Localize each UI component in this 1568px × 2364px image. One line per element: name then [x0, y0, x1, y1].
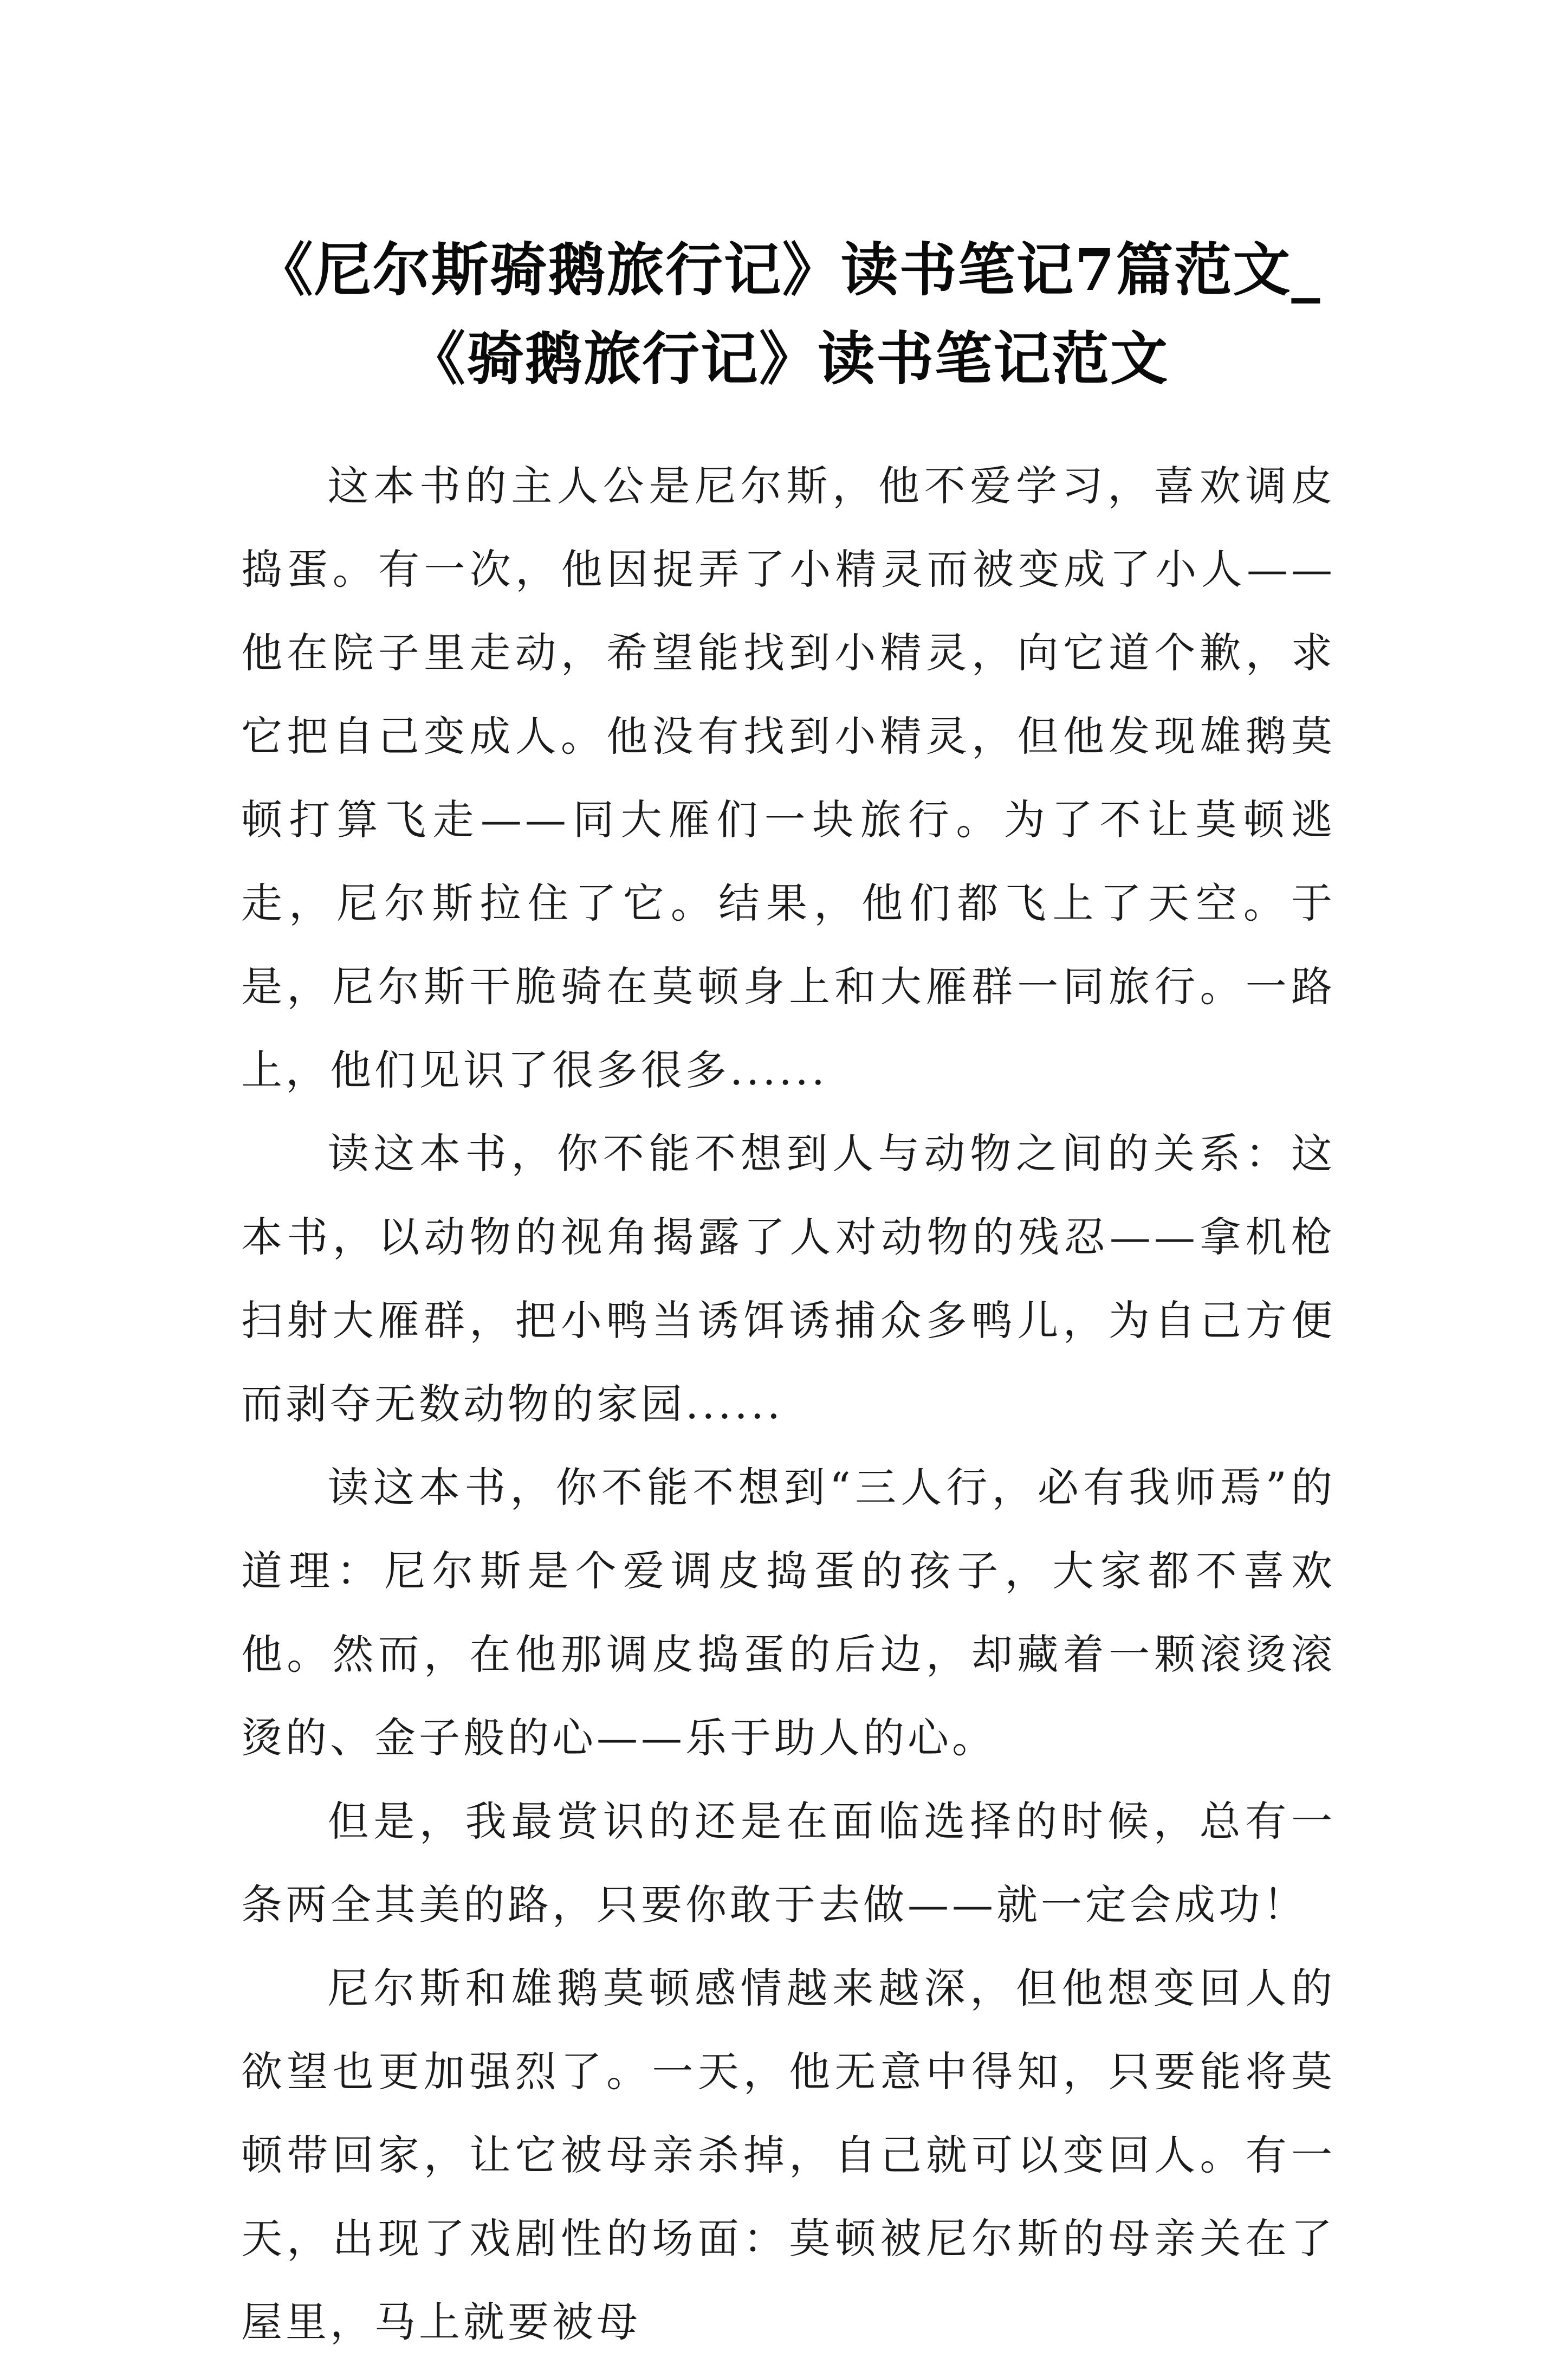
document-title	[228, 225, 1349, 403]
paragraph-2: 读这本书，你不能不想到人与动物之间的关系：这本书，以动物的视角揭露了人对动物的残忍——拿机枪扫射大雁群，把小鸭当诱饵诱捕众多鸭儿，为自己方便而剥夺无数动物的家园......	[241, 1129, 1336, 1428]
paragraph-4: 但是，我最赏识的还是在面临选择的时候，总有一条两全其美的路，只要你敢于去做——就一定会成功！	[241, 1797, 1336, 1929]
paragraph-1: 这本书的主人公是尼尔斯，他不爱学习，喜欢调皮捣蛋。有一次，他因捉弄了小精灵而被变成了小人——他在院子里走动，希望能找到小精灵，向它道个歉，求它把自己变成人。他没有找到小精灵，但他发现雄鹅莫顿打算飞走——同大雁们一块旅行。为了不让莫顿逃走，尼尔斯拉住了它。结果，他们都飞上了天空。于是，尼尔斯干脆骑在莫顿身上和大雁群一同旅行。一路上，他们见识了很多很多......	[241, 462, 1336, 1094]
paragraph-3: 读这本书，你不能不想到“三人行，必有我师焉”的道理：尼尔斯是个爱调皮捣蛋的孩子，大家都不喜欢他。然而，在他那调皮捣蛋的后边，却藏着一颗滚烫滚烫的、金子般的心——乐于助人的心。	[241, 1463, 1336, 1762]
paragraph-5: 尼尔斯和雄鹅莫顿感情越来越深，但他想变回人的欲望也更加强烈了。一天，他无意中得知，只要能将莫顿带回家，让它被母亲杀掉，自己就可以变回人。有一天，出现了戏剧性的场面：莫顿被尼尔斯的母亲关在了屋里，马上就要被母	[241, 1964, 1336, 2346]
title-line-2: 《骑鹅旅行记》读书笔记范文	[408, 325, 1169, 393]
title-line-1: 《尼尔斯骑鹅旅行记》读书笔记7篇范文_	[255, 236, 1321, 304]
document-body	[241, 444, 1336, 2364]
